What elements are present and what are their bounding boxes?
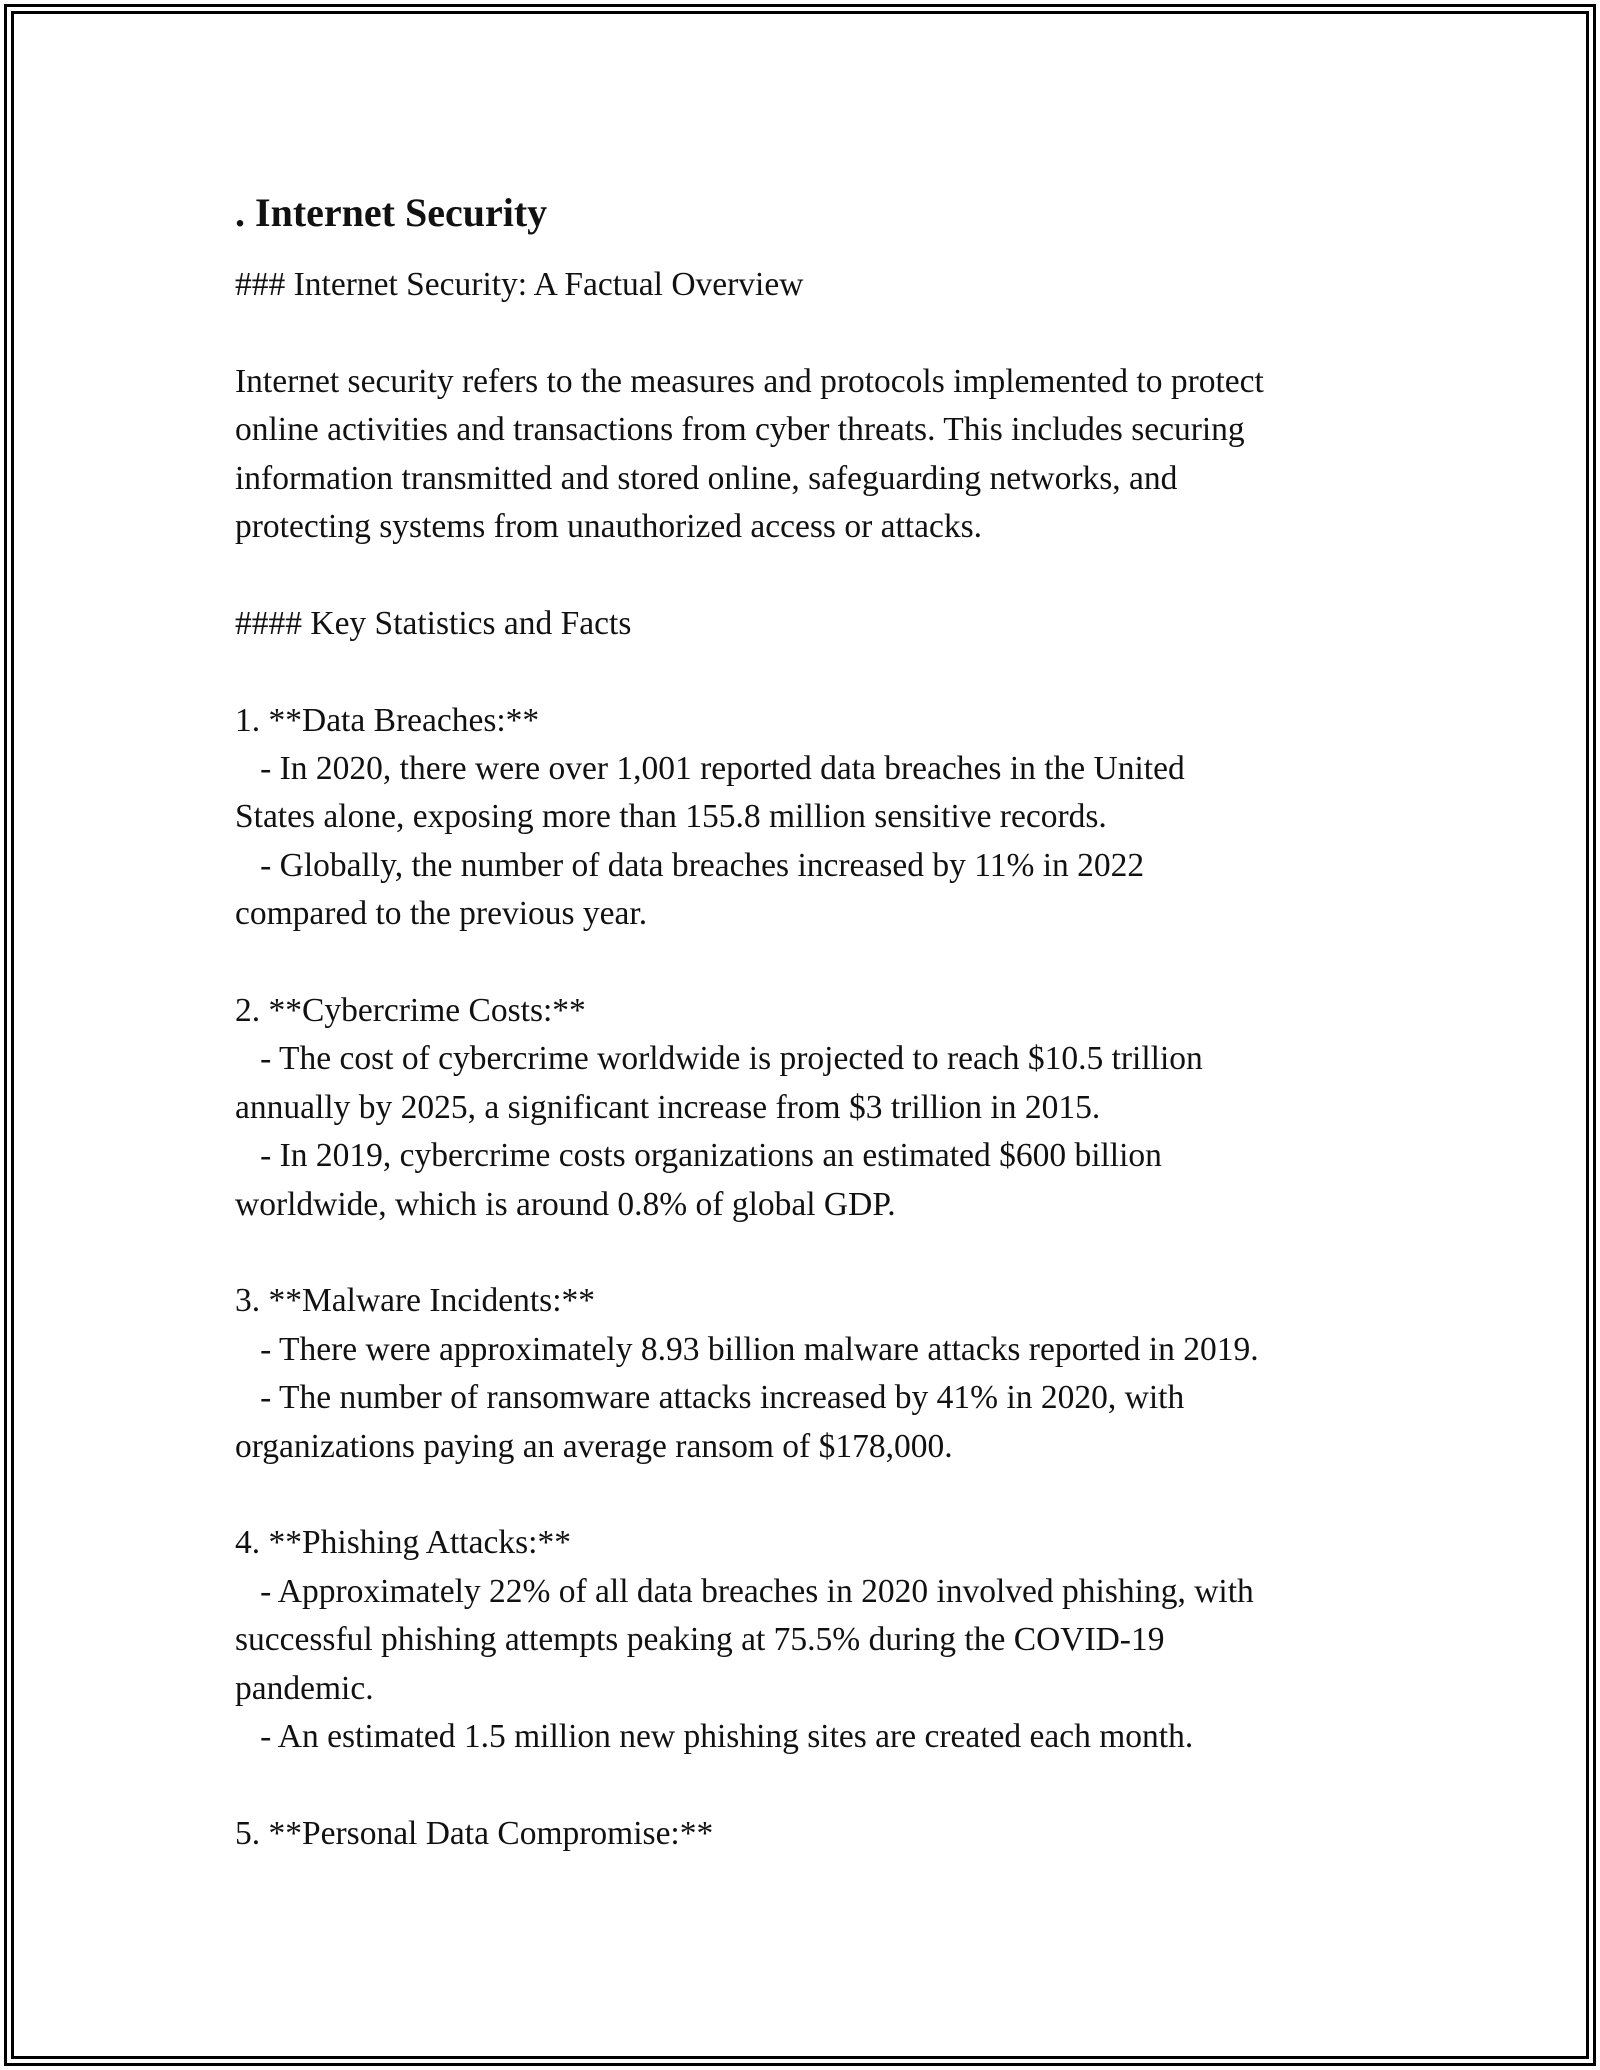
spacer (235, 551, 1415, 599)
spacer (235, 1471, 1415, 1519)
intro-line: information transmitted and stored online, safeguarding networks, and (235, 459, 1178, 497)
spacer (235, 939, 1415, 987)
intro-line: Internet security refers to the measures and protocols implemented to protect (235, 362, 1264, 400)
list-item-line: organizations paying an average ransom of $178,000. (235, 1427, 953, 1465)
list-item-line: - In 2020, there were over 1,001 reported data breaches in the United (235, 750, 1185, 788)
list-item-line: - Approximately 22% of all data breaches in 2020 involved phishing, with (235, 1572, 1254, 1610)
intro-line: online activities and transactions from cyber threats. This includes securing (235, 411, 1245, 449)
list-item-heading: 4. **Phishing Attacks:** (235, 1524, 571, 1562)
list-item-line: States alone, exposing more than 155.8 million sensitive records. (235, 798, 1107, 836)
list-item-line: annually by 2025, a significant increase from $3 trillion in 2015. (235, 1088, 1101, 1126)
spacer (235, 309, 1415, 357)
list-item-line: successful phishing attempts peaking at 75.5% during the COVID-19 (235, 1621, 1165, 1659)
spacer (235, 648, 1415, 696)
list-item-line: - There were approximately 8.93 billion malware attacks reported in 2019. (235, 1330, 1259, 1368)
document-title: . Internet Security (235, 190, 548, 235)
list-item-line: worldwide, which is around 0.8% of global GDP. (235, 1185, 896, 1223)
list-item-heading: 3. **Malware Incidents:** (235, 1282, 596, 1320)
list-item-malware-incidents (235, 1277, 1415, 1471)
list-item-cybercrime-costs (235, 987, 1415, 1229)
section-heading: #### Key Statistics and Facts (235, 604, 632, 642)
list-item-line: - An estimated 1.5 million new phishing sites are created each month. (235, 1718, 1194, 1756)
list-item-line: - The cost of cybercrime worldwide is projected to reach $10.5 trillion (235, 1040, 1203, 1078)
list-item-line: - The number of ransomware attacks increased by 41% in 2020, with (235, 1379, 1185, 1417)
list-item-line: pandemic. (235, 1669, 374, 1707)
list-item-data-breaches (235, 697, 1415, 939)
list-item-personal-data-compromise (235, 1810, 1415, 1858)
list-item-heading: 5. **Personal Data Compromise:** (235, 1814, 714, 1852)
list-item-heading: 1. **Data Breaches:** (235, 701, 540, 739)
intro-line: protecting systems from unauthorized access or attacks. (235, 508, 982, 546)
spacer (235, 1762, 1415, 1810)
spacer (235, 1229, 1415, 1277)
document-body (235, 185, 1415, 1858)
list-item-heading: 2. **Cybercrime Costs:** (235, 992, 586, 1030)
intro-paragraph (235, 358, 1415, 552)
list-item-line: - Globally, the number of data breaches increased by 11% in 2022 (235, 846, 1145, 884)
list-item-line: compared to the previous year. (235, 895, 648, 933)
document-subtitle: ### Internet Security: A Factual Overview (235, 266, 804, 303)
list-item-phishing-attacks (235, 1519, 1415, 1761)
list-item-line: - In 2019, cybercrime costs organizations an estimated $600 billion (235, 1137, 1162, 1175)
